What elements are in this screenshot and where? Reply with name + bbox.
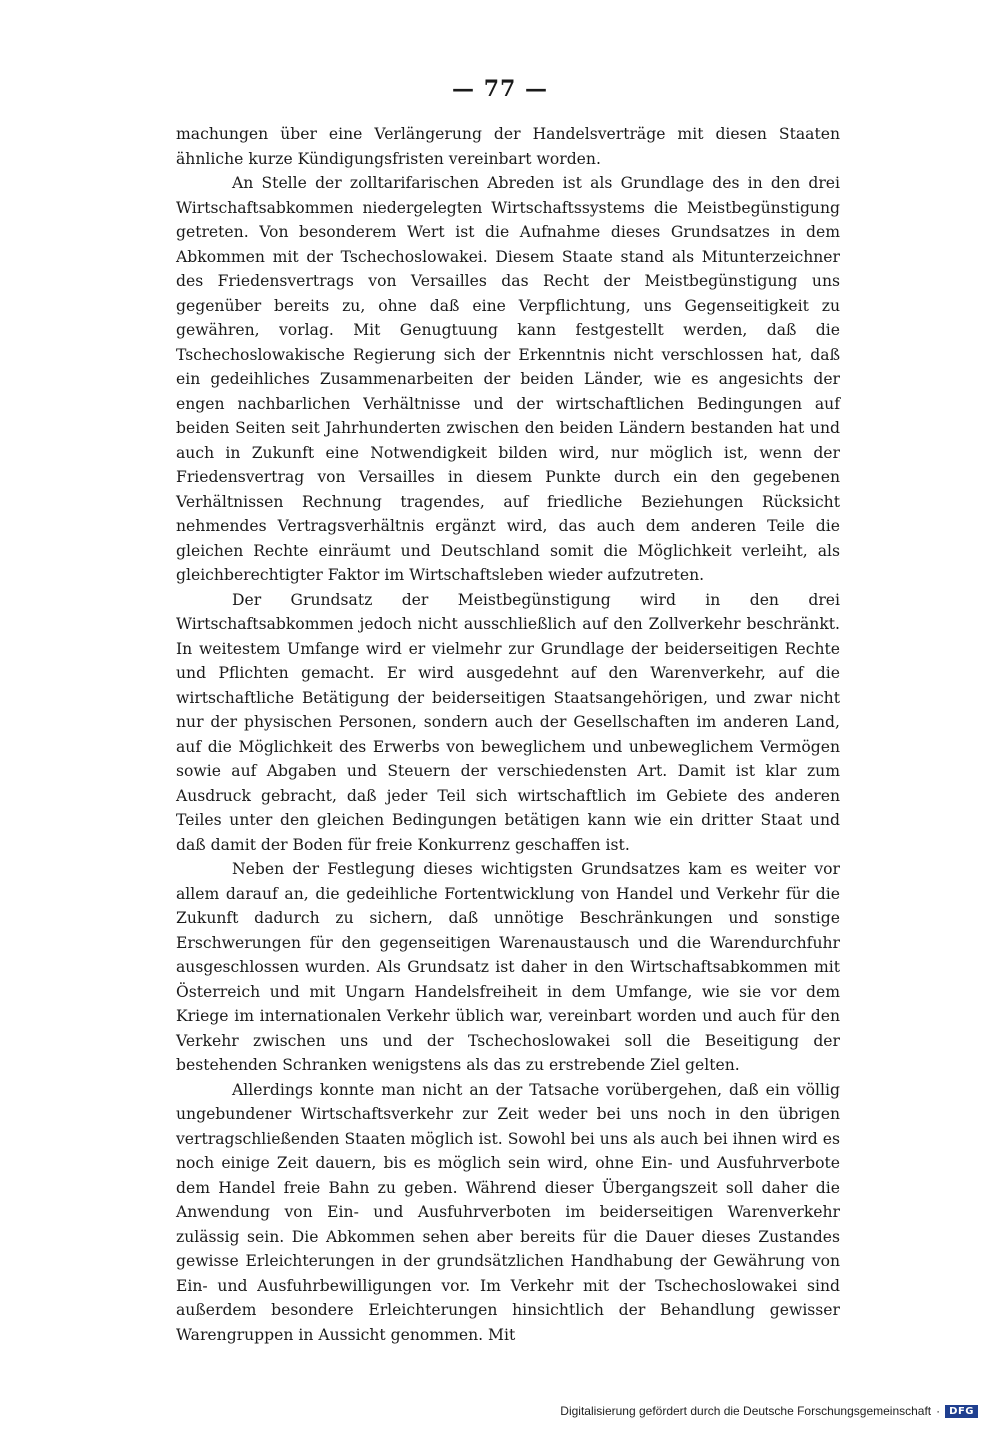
footer-separator: ·: [936, 1404, 941, 1418]
dfg-logo-icon: DFG: [945, 1405, 978, 1418]
page-number: — 77 —: [452, 76, 548, 102]
paragraph: Der Grundsatz der Meistbegünstigung wird in den drei Wirtschaftsabkommen jedoch nicht ausschließlich auf den Zollverkehr beschränkt. In weitestem Umfange wird er vielmehr zur Grundlage der beiderseitigen Rechte und Pflichten gemacht. Er wird ausgedehnt auf den Warenverkehr, auf die wirtschaftliche Betätigung der beiderseitigen Staatsangehörigen, und zwar nicht nur der physischen Personen, sondern auch der Gesellschaften im anderen Land, auf die Möglichkeit des Erwerbs von beweglichem und unbeweglichem Vermögen sowie auf Abgaben und Steuern der verschiedensten Art. Damit ist klar zum Ausdruck gebracht, daß jeder Teil sich wirtschaftlich im Gebiete des anderen Teiles unter den gleichen Bedingungen betätigen kann wie ein dritter Staat und daß damit der Boden für freie Konkurrenz geschaffen ist.: [176, 590, 840, 854]
digitization-footer: [560, 1404, 978, 1418]
paragraph: An Stelle der zolltarifarischen Abreden ist als Grundlage des in den drei Wirtschaftsabkommen niedergelegten Wirtschaftssystems die Meistbegünstigung getreten. Von besonderem Wert ist die Aufnahme dieses Grundsatzes in dem Abkommen mit der Tschechoslowakei. Diesem Staate stand als Mitunterzeichner des Friedensvertrags von Versailles das Recht der Meistbegünstigung uns gegenüber bereits zu, ohne daß eine Verpflichtung, uns Gegenseitigkeit zu gewähren, vorlag. Mit Genugtuung kann festgestellt werden, daß die Tschechoslowakische Regierung sich der Erkenntnis nicht verschlossen hat, daß ein gedeihliches Zusammenarbeiten der beiden Länder, wie es angesichts der engen nachbarlichen Verhältnisse und der wirtschaftlichen Bedingungen auf beiden Seiten seit Jahrhunderten zwischen den beiden Ländern bestanden hat und auch in Zukunft eine Notwendigkeit bilden wird, nur möglich ist, wenn der Friedensvertrag von Versailles in diesem Punkte durch ein den gegebenen Verhältnissen Rechnung tragendes, auf friedliche Beziehungen Rücksicht nehmendes Vertragsverhältnis ergänzt wird, das auch dem anderen Teile die gleichen Rechte einräumt und Deutschland somit die Möglichkeit verleiht, als gleichberechtigter Faktor im Wirtschaftsleben wieder aufzutreten.: [176, 174, 840, 584]
paragraph: Allerdings konnte man nicht an der Tatsache vorübergehen, daß ein völlig ungebundener Wirtschaftsverkehr zur Zeit weder bei uns noch in den übrigen vertragschließenden Staaten möglich ist. Sowohl bei uns als auch bei ihnen wird es noch einige Zeit dauern, bis es möglich sein wird, ohne Ein- und Ausfuhrverbote dem Handel freie Bahn zu geben. Während dieser Übergangszeit soll daher die Anwendung von Ein- und Ausfuhrverboten im beiderseitigen Warenverkehr zulässig sein. Die Abkommen sehen aber bereits für die Dauer dieses Zustandes gewisse Erleichterungen in der grundsätzlichen Handhabung der Gewährung von Ein- und Ausfuhrbewilligungen vor. Im Verkehr mit der Tschechoslowakei sind außerdem besondere Erleichterungen hinsichtlich der Behandlung gewisser Warengruppen in Aussicht genommen. Mit: [176, 1080, 840, 1344]
document-body: [176, 122, 840, 1347]
footer-credit-text: Digitalisierung gefördert durch die Deutsche Forschungsgemeinschaft: [560, 1404, 932, 1418]
paragraph: machungen über eine Verlängerung der Handelsverträge mit diesen Staaten ähnliche kurze Kündigungsfristen vereinbart worden.: [176, 125, 840, 168]
paragraph: Neben der Festlegung dieses wichtigsten Grundsatzes kam es weiter vor allem darauf an, die gedeihliche Fortentwicklung von Handel und Verkehr für die Zukunft dadurch zu sichern, daß unnötige Beschränkungen und sonstige Erschwerungen für den gegenseitigen Warenaustausch und die Warendurchfuhr ausgeschlossen wurden. Als Grundsatz ist daher in den Wirtschaftsabkommen mit Österreich und mit Ungarn Handelsfreiheit in dem Umfange, wie sie vor dem Kriege im internationalen Verkehr üblich war, vereinbart worden und auch für den Verkehr zwischen uns und der Tschechoslowakei soll die Beseitigung der bestehenden Schranken wenigstens als das zu erstrebende Ziel gelten.: [176, 860, 840, 1074]
